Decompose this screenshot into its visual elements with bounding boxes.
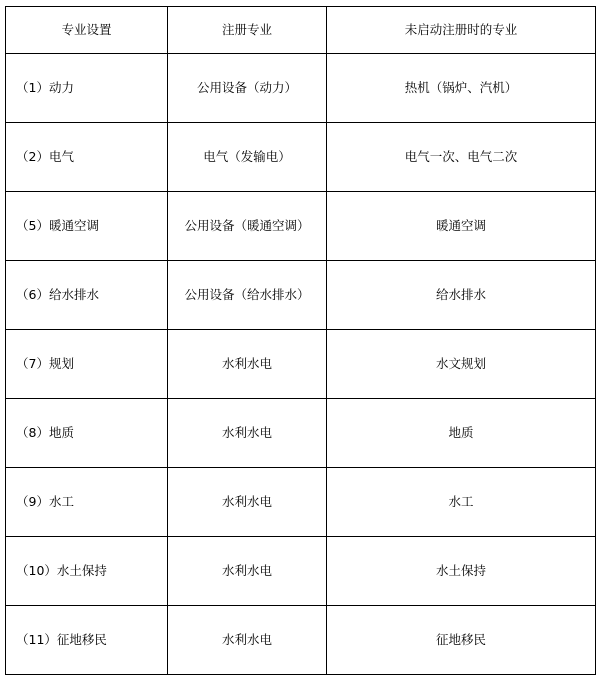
table-row (6, 261, 596, 330)
cell-registered-specialty: 公用设备（给水排水） (168, 261, 327, 330)
cell-pre-registration-specialty: 水工 (327, 468, 596, 537)
table-row (6, 606, 596, 675)
table-row (6, 54, 596, 123)
cell-registered-specialty: 公用设备（动力） (168, 54, 327, 123)
cell-registered-specialty: 水利水电 (168, 468, 327, 537)
header-specialty-setting: 专业设置 (6, 7, 168, 54)
cell-pre-registration-specialty: 水土保持 (327, 537, 596, 606)
cell-specialty-setting: （8）地质 (6, 399, 168, 468)
cell-pre-registration-specialty: 征地移民 (327, 606, 596, 675)
cell-specialty-setting: （6）给水排水 (6, 261, 168, 330)
cell-registered-specialty: 公用设备（暖通空调） (168, 192, 327, 261)
cell-pre-registration-specialty: 水文规划 (327, 330, 596, 399)
table-header-row (6, 7, 596, 54)
table-row (6, 399, 596, 468)
cell-registered-specialty: 水利水电 (168, 606, 327, 675)
cell-specialty-setting: （10）水土保持 (6, 537, 168, 606)
specialty-table (5, 6, 596, 675)
cell-registered-specialty: 水利水电 (168, 330, 327, 399)
cell-registered-specialty: 电气（发输电） (168, 123, 327, 192)
cell-pre-registration-specialty: 地质 (327, 399, 596, 468)
header-pre-registration-specialty: 未启动注册时的专业 (327, 7, 596, 54)
cell-specialty-setting: （5）暖通空调 (6, 192, 168, 261)
header-registered-specialty: 注册专业 (168, 7, 327, 54)
table-row (6, 537, 596, 606)
cell-registered-specialty: 水利水电 (168, 399, 327, 468)
cell-pre-registration-specialty: 给水排水 (327, 261, 596, 330)
cell-pre-registration-specialty: 暖通空调 (327, 192, 596, 261)
cell-pre-registration-specialty: 热机（锅炉、汽机） (327, 54, 596, 123)
table-row (6, 192, 596, 261)
cell-registered-specialty: 水利水电 (168, 537, 327, 606)
table-row (6, 330, 596, 399)
cell-specialty-setting: （7）规划 (6, 330, 168, 399)
cell-specialty-setting: （9）水工 (6, 468, 168, 537)
cell-pre-registration-specialty: 电气一次、电气二次 (327, 123, 596, 192)
cell-specialty-setting: （11）征地移民 (6, 606, 168, 675)
cell-specialty-setting: （2）电气 (6, 123, 168, 192)
cell-specialty-setting: （1）动力 (6, 54, 168, 123)
table-row (6, 123, 596, 192)
table-row (6, 468, 596, 537)
